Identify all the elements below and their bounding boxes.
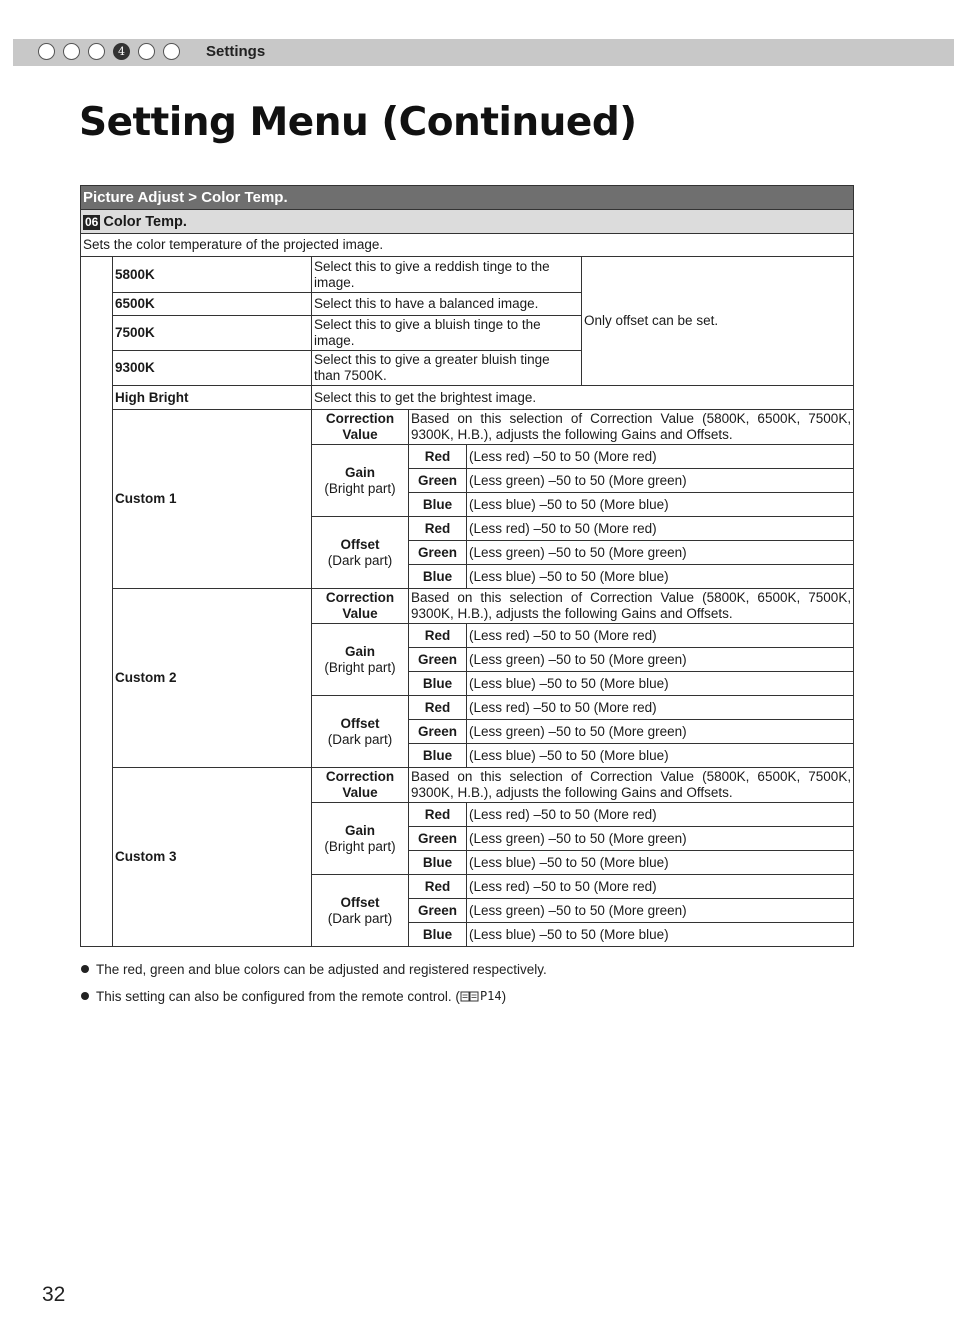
gain-sub: (Bright part) xyxy=(324,480,396,496)
color-name: Green xyxy=(409,648,467,672)
color-name: Green xyxy=(409,541,467,565)
note-tail: ) xyxy=(501,988,507,1004)
page-title: Setting Menu (Continued) xyxy=(79,100,637,145)
item-name: Color Temp. xyxy=(103,213,187,230)
high-bright-description: Select this to get the brightest image. xyxy=(312,386,854,410)
correction-label: Correction Value xyxy=(312,410,409,445)
color-range: (Less green) –50 to 50 (More green) xyxy=(467,827,854,851)
color-name: Blue xyxy=(409,672,467,696)
correction-label: Correction Value xyxy=(312,768,409,803)
color-range: (Less green) –50 to 50 (More green) xyxy=(467,469,854,493)
bullet-icon xyxy=(81,965,89,973)
color-name: Red xyxy=(409,624,467,648)
custom-name: Custom 1 xyxy=(113,410,312,589)
preset-description: Select this to give a reddish tinge to the image. xyxy=(312,257,582,293)
indent-cell xyxy=(81,257,113,947)
breadcrumb: Picture Adjust > Color Temp. xyxy=(81,186,854,210)
book-reference-icon xyxy=(460,991,480,1002)
preset-name: 6500K xyxy=(113,293,312,316)
color-name: Green xyxy=(409,720,467,744)
color-range: (Less blue) –50 to 50 (More blue) xyxy=(467,851,854,875)
color-range: (Less green) –50 to 50 (More green) xyxy=(467,899,854,923)
preset-description: Select this to have a balanced image. xyxy=(312,293,582,316)
offset-sub: (Dark part) xyxy=(327,552,393,568)
note-text: This setting can also be configured from the remote control. ( xyxy=(96,988,460,1004)
gain-sub: (Bright part) xyxy=(324,838,396,854)
correction-label: Correction Value xyxy=(312,589,409,624)
color-range: (Less blue) –50 to 50 (More blue) xyxy=(467,672,854,696)
page-reference: P14 xyxy=(479,989,502,1003)
gain-cell xyxy=(312,445,409,517)
chapter-dot xyxy=(38,43,55,60)
color-name: Blue xyxy=(409,923,467,947)
offset-cell xyxy=(312,517,409,589)
preset-description: Select this to give a bluish tinge to the image. xyxy=(312,316,582,351)
gain-label: Gain xyxy=(344,822,375,838)
offset-sub: (Dark part) xyxy=(327,910,393,926)
color-range: (Less blue) –50 to 50 (More blue) xyxy=(467,923,854,947)
offset-label: Offset xyxy=(340,715,380,731)
color-name: Blue xyxy=(409,851,467,875)
color-name: Green xyxy=(409,899,467,923)
color-range: (Less red) –50 to 50 (More red) xyxy=(467,696,854,720)
note-item xyxy=(81,960,547,978)
chapter-dot xyxy=(163,43,180,60)
chapter-dot xyxy=(138,43,155,60)
preset-name: 5800K xyxy=(113,257,312,293)
gain-label: Gain xyxy=(344,464,375,480)
preset-description: Select this to give a greater bluish tinge than 7500K. xyxy=(312,351,582,386)
color-name: Red xyxy=(409,517,467,541)
color-range: (Less red) –50 to 50 (More red) xyxy=(467,803,854,827)
gain-sub: (Bright part) xyxy=(324,659,396,675)
gain-label: Gain xyxy=(344,643,375,659)
offset-cell xyxy=(312,696,409,768)
note-text: The red, green and blue colors can be adjusted and registered respectively. xyxy=(96,961,547,977)
chapter-dot xyxy=(88,43,105,60)
color-range: (Less green) –50 to 50 (More green) xyxy=(467,541,854,565)
preset-name: 7500K xyxy=(113,316,312,351)
offset-cell xyxy=(312,875,409,947)
color-name: Blue xyxy=(409,565,467,589)
item-title xyxy=(81,210,854,234)
preset-name: 9300K xyxy=(113,351,312,386)
color-range: (Less blue) –50 to 50 (More blue) xyxy=(467,565,854,589)
settings-table xyxy=(80,185,854,947)
chapter-dot xyxy=(63,43,80,60)
correction-description: Based on this selection of Correction Value (5800K, 6500K, 7500K, 9300K, H.B.), adjusts the following Gains and Offsets. xyxy=(409,410,854,445)
offset-sub: (Dark part) xyxy=(327,731,393,747)
section-label: Settings xyxy=(206,43,266,60)
custom-name: Custom 3 xyxy=(113,768,312,947)
color-name: Blue xyxy=(409,493,467,517)
offset-label: Offset xyxy=(340,536,380,552)
preset-note: Only offset can be set. xyxy=(582,257,854,386)
chapter-indicator xyxy=(38,43,180,62)
color-range: (Less red) –50 to 50 (More red) xyxy=(467,445,854,469)
high-bright-name: High Bright xyxy=(113,386,312,410)
correction-description: Based on this selection of Correction Value (5800K, 6500K, 7500K, 9300K, H.B.), adjusts the following Gains and Offsets. xyxy=(409,589,854,624)
gain-cell xyxy=(312,803,409,875)
chapter-dot-current: 4 xyxy=(113,43,130,60)
color-name: Green xyxy=(409,827,467,851)
item-number-badge: 06 xyxy=(85,214,99,229)
color-range: (Less green) –50 to 50 (More green) xyxy=(467,648,854,672)
color-range: (Less red) –50 to 50 (More red) xyxy=(467,624,854,648)
color-name: Red xyxy=(409,803,467,827)
offset-label: Offset xyxy=(340,894,380,910)
bullet-icon xyxy=(81,992,89,1000)
color-range: (Less blue) –50 to 50 (More blue) xyxy=(467,493,854,517)
correction-description: Based on this selection of Correction Value (5800K, 6500K, 7500K, 9300K, H.B.), adjusts the following Gains and Offsets. xyxy=(409,768,854,803)
color-name: Red xyxy=(409,696,467,720)
notes xyxy=(81,960,547,1014)
color-range: (Less blue) –50 to 50 (More blue) xyxy=(467,744,854,768)
color-range: (Less green) –50 to 50 (More green) xyxy=(467,720,854,744)
color-name: Green xyxy=(409,469,467,493)
color-name: Red xyxy=(409,445,467,469)
gain-cell xyxy=(312,624,409,696)
color-range: (Less red) –50 to 50 (More red) xyxy=(467,517,854,541)
item-description: Sets the color temperature of the projected image. xyxy=(81,234,854,257)
custom-name: Custom 2 xyxy=(113,589,312,768)
note-item xyxy=(81,987,547,1005)
color-name: Red xyxy=(409,875,467,899)
color-range: (Less red) –50 to 50 (More red) xyxy=(467,875,854,899)
page-number: 32 xyxy=(42,1283,66,1306)
color-name: Blue xyxy=(409,744,467,768)
